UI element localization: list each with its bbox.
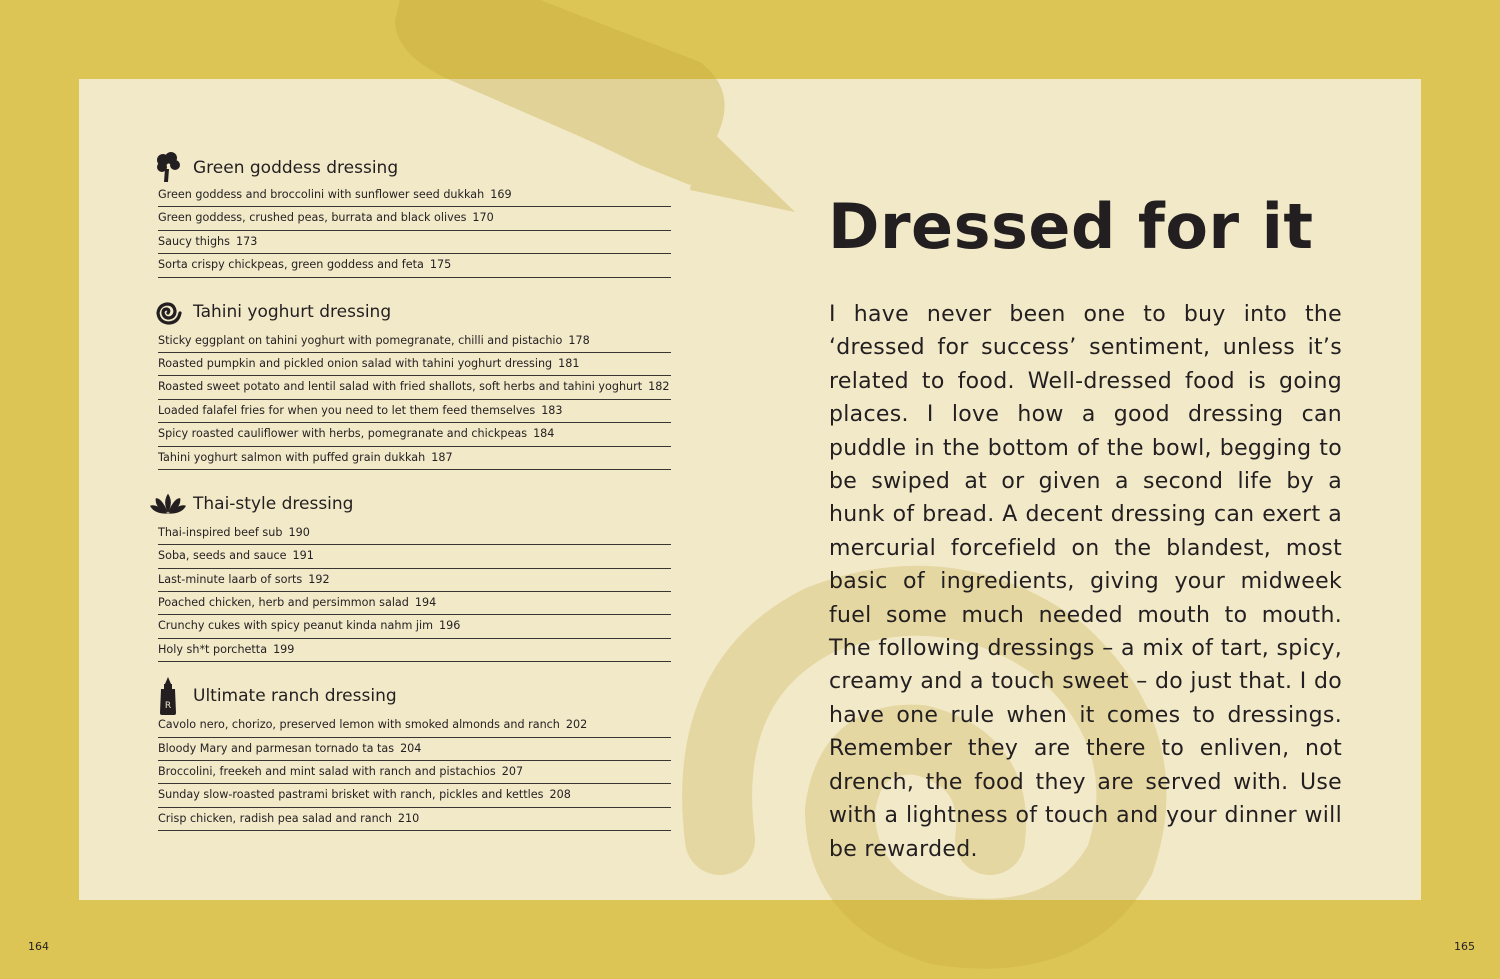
page-ref: 191 xyxy=(292,549,314,563)
toc-entry[interactable] xyxy=(158,522,671,545)
toc-entry[interactable] xyxy=(158,569,671,592)
section-title: Thai-style dressing xyxy=(193,493,354,514)
toc-entry[interactable] xyxy=(158,376,671,399)
toc-entry[interactable] xyxy=(158,207,671,230)
recipe-name: Roasted sweet potato and lentil salad with fried shallots, soft herbs and tahini yoghurt xyxy=(158,380,643,394)
recipe-name: Crunchy cukes with spicy peanut kinda nahm jim xyxy=(158,619,434,633)
page-ref: 181 xyxy=(558,356,580,370)
page-ref: 208 xyxy=(549,788,571,802)
recipe-name: Broccolini, freekeh and mint salad with ranch and pistachios xyxy=(158,765,496,779)
recipe-name: Cavolo nero, chorizo, preserved lemon with smoked almonds and ranch xyxy=(158,718,560,732)
toc-entry[interactable] xyxy=(158,423,671,446)
toc-entry[interactable] xyxy=(158,639,671,662)
recipe-name: Poached chicken, herb and persimmon salad xyxy=(158,596,409,610)
toc-entry[interactable] xyxy=(158,761,671,784)
toc-entry[interactable] xyxy=(158,231,671,254)
recipe-name: Soba, seeds and sauce xyxy=(158,549,287,563)
toc-entry[interactable] xyxy=(158,400,671,423)
recipe-list xyxy=(158,330,671,470)
page-ref: 184 xyxy=(533,427,555,441)
page-ref: 169 xyxy=(490,188,512,201)
intro-paragraph: I have never been one to buy into the ‘dressed for success’ sentiment, unless it’s related to food. Well-dressed food is going places. I love how a good dressing can puddle in the bottom of the bowl, begging to be swiped at or given a second life by a hunk of bread. A decent dressing can exert a mercurial forcefield on the blandest, most basic of ingredients, giving your midweek fuel some much needed mouth to mouth. The following dressings – a mix of tart, spicy, creamy and a touch sweet – do just that. I do have one rule when it comes to dressings. Remember they are there to enliven, not drench, the food they are served with. Use with a lightness of touch and your dinner will be rewarded. xyxy=(829,302,1342,862)
recipe-name: Loaded falafel fries for when you need to let them feed themselves xyxy=(158,403,536,417)
page-number-left: 164 xyxy=(28,940,49,953)
lotus-icon xyxy=(150,486,186,522)
page-ref: 202 xyxy=(565,718,588,732)
toc-entry[interactable] xyxy=(158,738,671,761)
page-ref: 207 xyxy=(501,765,524,779)
page-ref: 170 xyxy=(472,211,494,225)
toc-section xyxy=(158,678,671,831)
section-header xyxy=(158,150,671,186)
page-ref: 173 xyxy=(235,234,258,248)
toc-section xyxy=(158,294,671,470)
page-ref: 182 xyxy=(648,380,670,394)
recipe-name: Spicy roasted cauliflower with herbs, pomegranate and chickpeas xyxy=(158,427,528,441)
recipe-name: Sunday slow-roasted pastrami brisket with ranch, pickles and kettles xyxy=(158,788,544,802)
page-ref: 204 xyxy=(400,741,422,755)
broccoli-icon xyxy=(150,150,186,186)
page-ref: 187 xyxy=(431,450,453,464)
page-ref: 194 xyxy=(414,596,437,610)
toc-entry[interactable] xyxy=(158,808,671,831)
toc-section xyxy=(158,486,671,662)
chapter-heading: Dressed for it xyxy=(828,190,1314,263)
page-ref: 178 xyxy=(568,333,590,347)
recipe-name: Green goddess, crushed peas, burrata and black olives xyxy=(158,211,467,225)
section-title: Green goddess dressing xyxy=(193,158,399,178)
section-header xyxy=(158,486,671,522)
toc-entry[interactable] xyxy=(158,353,671,376)
page-ref: 199 xyxy=(273,642,295,656)
section-title: Tahini yoghurt dressing xyxy=(193,301,392,322)
bottle-label-letter: R xyxy=(164,701,172,712)
page-ref: 192 xyxy=(308,572,330,586)
toc-entry[interactable] xyxy=(158,784,671,807)
recipe-name: Crisp chicken, radish pea salad and ranch xyxy=(158,811,392,825)
recipe-name: Tahini yoghurt salmon with puffed grain dukkah xyxy=(158,450,426,464)
recipe-name: Saucy thighs xyxy=(158,234,230,248)
page-ref: 196 xyxy=(439,619,461,633)
swirl-icon xyxy=(150,294,186,330)
recipe-list xyxy=(158,714,671,831)
section-header xyxy=(158,678,671,714)
recipe-name: Thai-inspired beef sub xyxy=(158,525,283,539)
recipe-name: Sticky eggplant on tahini yoghurt with pomegranate, chilli and pistachio xyxy=(158,333,563,347)
section-header xyxy=(158,294,671,330)
toc-entry[interactable] xyxy=(158,184,671,207)
toc-entry[interactable] xyxy=(158,592,671,615)
toc-entry[interactable] xyxy=(158,447,671,470)
table-of-contents xyxy=(158,150,671,847)
ranch-bottle-icon xyxy=(150,678,186,714)
recipe-name: Green goddess and broccolini with sunflower seed dukkah xyxy=(158,188,485,201)
page-ref: 210 xyxy=(397,811,420,825)
recipe-name: Bloody Mary and parmesan tornado ta tas xyxy=(158,741,395,755)
recipe-name: Holy sh*t porchetta xyxy=(158,642,268,656)
toc-entry[interactable] xyxy=(158,254,671,277)
section-title: Ultimate ranch dressing xyxy=(193,686,397,707)
toc-entry[interactable] xyxy=(158,615,671,638)
toc-section xyxy=(158,150,671,278)
recipe-name: Roasted pumpkin and pickled onion salad with tahini yoghurt dressing xyxy=(158,356,553,370)
recipe-list xyxy=(158,184,671,278)
page-number-right: 165 xyxy=(1454,940,1475,953)
recipe-name: Last-minute laarb of sorts xyxy=(158,572,303,586)
toc-entry[interactable] xyxy=(158,330,671,353)
page-ref: 175 xyxy=(429,258,452,272)
toc-entry[interactable] xyxy=(158,545,671,568)
page-ref: 183 xyxy=(541,403,563,417)
recipe-list xyxy=(158,522,671,662)
recipe-name: Sorta crispy chickpeas, green goddess and feta xyxy=(158,258,424,272)
page-ref: 190 xyxy=(288,525,310,539)
toc-entry[interactable] xyxy=(158,714,671,737)
